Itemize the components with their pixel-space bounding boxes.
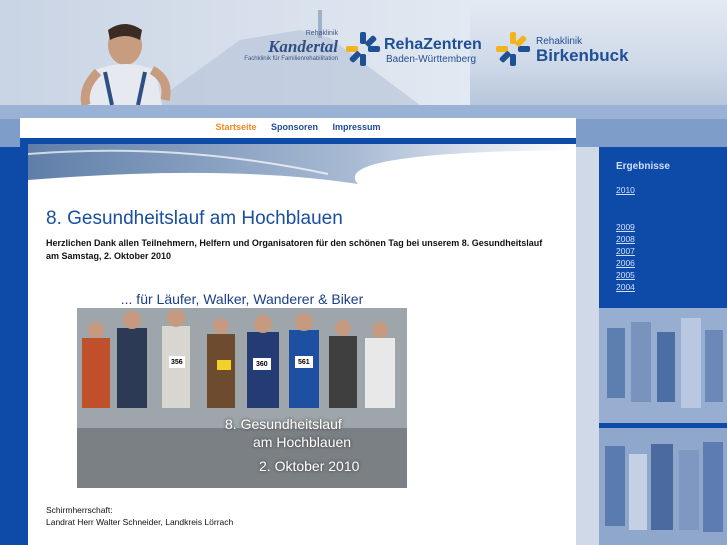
rehazentren-sub: Baden-Württemberg	[386, 54, 477, 65]
results-link-2005[interactable]: 2005	[616, 270, 635, 280]
results-link-2009[interactable]: 2009	[616, 222, 635, 232]
results-link-2004[interactable]: 2004	[616, 282, 635, 292]
main-content	[28, 144, 576, 545]
left-band	[0, 147, 20, 545]
poster-caption-line3: 2. Oktober 2010	[259, 458, 360, 474]
poster-headline: ... für Läufer, Walker, Wanderer & Biker	[77, 290, 407, 308]
results-sidebar	[599, 147, 727, 545]
kandertal-name: Kandertal	[268, 37, 338, 56]
intro-text: Herzlichen Dank allen Teilnehmern, Helfern und Organisatoren für den schönen Tag bei unserem 8. Gesundheitslauf am Samstag, 2. Oktober 2010	[46, 238, 543, 261]
results-title: Ergebnisse	[616, 161, 670, 172]
birkenbuck-logo[interactable]	[494, 30, 629, 73]
nav-sponsoren[interactable]: Sponsoren	[270, 122, 318, 132]
rehazentren-star-icon	[344, 30, 382, 68]
patron-text: Landrat Herr Walter Schneider, Landkreis Lörrach	[46, 517, 234, 527]
birkenbuck-star-icon	[494, 30, 532, 68]
nav-strip-top	[0, 105, 727, 119]
sidebar-photo-runners-1	[599, 308, 727, 423]
results-link-2007[interactable]: 2007	[616, 246, 635, 256]
kandertal-logo[interactable]	[228, 30, 338, 63]
bib-number: 561	[298, 359, 310, 366]
runners-photo	[77, 308, 407, 488]
kandertal-tagline: Fachklinik für Familienrehabilitation	[244, 56, 338, 62]
decorative-swoosh	[28, 144, 576, 192]
poster-caption-line1: 8. Gesundheitslauf	[225, 416, 342, 432]
rehazentren-logo[interactable]	[344, 30, 482, 73]
birkenbuck-small: Rehaklinik	[536, 36, 583, 47]
nav-impressum[interactable]: Impressum	[332, 122, 381, 132]
bib-number: 360	[256, 361, 268, 368]
poster-caption-line2: am Hochblauen	[253, 434, 352, 450]
rehazentren-name: RehaZentren	[384, 36, 482, 53]
results-link-2006[interactable]: 2006	[616, 258, 635, 268]
sidebar-photo-runners-2	[599, 428, 727, 545]
nav-startseite[interactable]: Startseite	[215, 122, 257, 132]
page-title: 8. Gesundheitslauf am Hochblauen	[46, 208, 343, 229]
birkenbuck-name: Birkenbuck	[536, 46, 629, 65]
kandertal-small: Rehaklinik	[305, 30, 338, 37]
right-gap	[576, 147, 599, 545]
results-link-2010[interactable]: 2010	[616, 185, 635, 195]
bib-number: 356	[171, 359, 183, 366]
event-poster-image	[77, 290, 407, 488]
patron-label: Schirmherrschaft:	[46, 505, 113, 515]
top-navigation	[20, 118, 576, 138]
results-link-2008[interactable]: 2008	[616, 234, 635, 244]
header-banner	[0, 0, 727, 105]
left-sub-band	[20, 144, 28, 545]
